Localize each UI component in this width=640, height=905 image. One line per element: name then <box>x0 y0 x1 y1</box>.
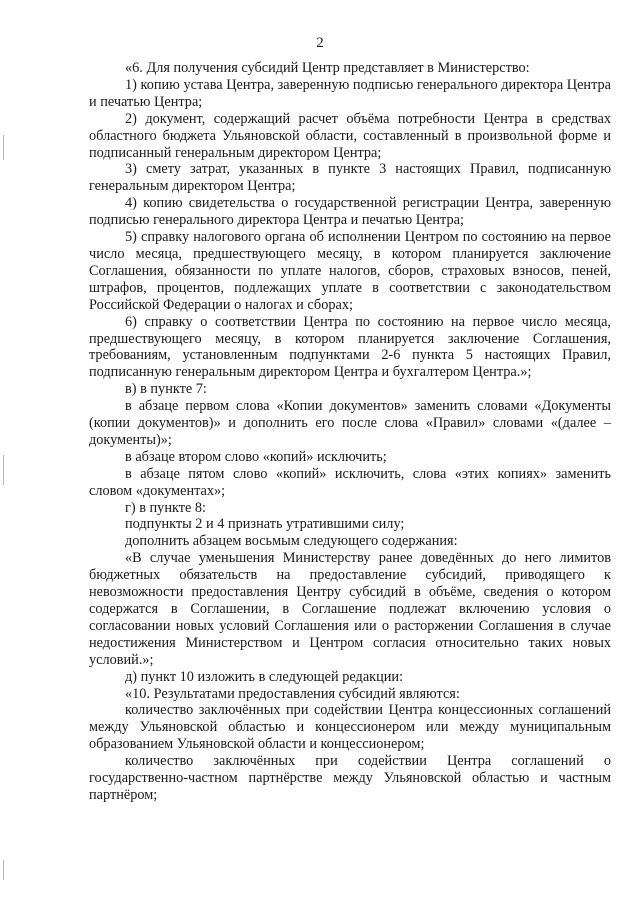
paragraph-subitem-4: 4) копию свидетельства о государственной регистрации Центра, заверенную подписью генерального директора Центра и печатью Центра; <box>89 195 611 229</box>
paragraph-point-v-second: в абзаце втором слово «копий» исключить; <box>125 448 387 465</box>
scan-edge-mark <box>3 455 4 485</box>
paragraph-subitem-5: 5) справку налогового органа об исполнении Центром по состоянию на первое число месяца, предшествующего месяцу, в котором планируется заключение Соглашения, обязанности по уплате налогов, сборов, страховых взносов, пеней, штрафов, процентов, подлежащих уплате в соответствии с законодательством Российской Федерации о налогах и сборах; <box>89 229 611 313</box>
paragraph-result-concession: количество заключённых при содействии Центра концессионных соглашений между Ульяновской областью и концессионером или между муниципальным образованием Ульяновской области и концессионером; <box>89 702 611 753</box>
paragraph-subitem-1: 1) копию устава Центра, заверенную подписью генерального директора Центра и печатью Центра; <box>89 76 611 110</box>
paragraph-point-g: г) в пункте 8: <box>125 499 207 516</box>
paragraph-point-g-quote: «В случае уменьшения Министерству ранее доведённых до него лимитов бюджетных обязательств на предоставление субсидий, приводящего к невозможности предоставления Центру субсидий в объёме, сведения о котором содержатся в Соглашении, в Соглашение подлежат включению условия о согласовании новых условий Соглашения или о расторжении Соглашения в случае недостижения Министерством и Центром согласия относительно таких новых условий.»; <box>89 550 611 668</box>
paragraph-subitem-2: 2) документ, содержащий расчет объёма потребности Центра в средствах областного бюджета Ульяновской области, составленный в произвольной форме и подписанный генеральным директором Центра; <box>89 110 611 161</box>
paragraph-item-10-intro: «10. Результатами предоставления субсидий являются: <box>125 685 460 702</box>
paragraph-point-v-fifth: в абзаце пятом слово «копий» исключить, слова «этих копиях» заменить словом «документах»; <box>89 465 611 499</box>
document-body <box>89 60 611 804</box>
paragraph-point-v-first: в абзаце первом слова «Копии документов» заменить словами «Документы (копии документов)» и дополнить его после слова «Правил» словами «(далее – документы)»; <box>89 398 611 448</box>
page-number: 2 <box>316 35 324 51</box>
paragraph-point-v: в) в пункте 7: <box>125 381 207 398</box>
scan-edge-mark <box>3 135 4 160</box>
paragraph-point-g-subitems: подпункты 2 и 4 признать утратившими силу; <box>125 516 405 533</box>
paragraph-subitem-6: 6) справку о соответствии Центра по состоянию на первое число месяца, предшествующего месяцу, в котором планируется заключение Соглашения, требованиям, установленным подпунктами 2-6 пункта 5 настоящих Правил, подписанную генеральным директором Центра и бухгалтером Центра.»; <box>89 313 611 381</box>
scan-edge-mark <box>3 860 4 880</box>
paragraph-point-d: д) пункт 10 изложить в следующей редакции: <box>125 668 404 685</box>
paragraph-result-ppp: количество заключённых при содействии Центра соглашений о государственно-частном партнёрстве между Ульяновской областью и частным партнёром; <box>89 753 611 803</box>
paragraph-subitem-3: 3) смету затрат, указанных в пункте 3 настоящих Правил, подписанную генеральным директором Центра; <box>89 161 611 195</box>
paragraph-item-6-intro: «6. Для получения субсидий Центр представляет в Министерство: <box>125 60 530 76</box>
paragraph-point-g-addition: дополнить абзацем восьмым следующего содержания: <box>125 533 458 550</box>
